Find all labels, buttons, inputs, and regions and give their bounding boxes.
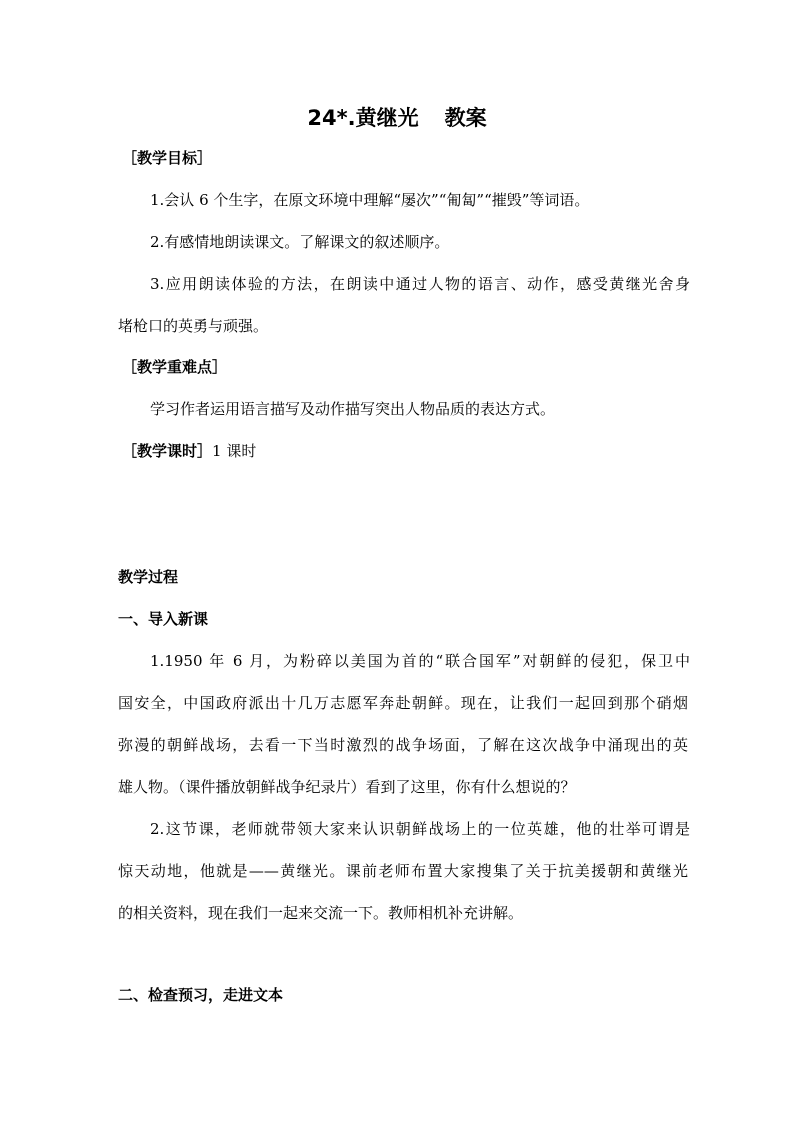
objective-item-3-continued: 堵枪口的英勇与顽强。 — [118, 317, 269, 335]
section1-para1-line3: 弥漫的朝鲜战场，去看一下当时激烈的战争场面，了解在这次战争中涌现出的英 — [118, 736, 688, 754]
objective-item-1: 1.会认 6 个生字，在原文环境中理解“屡次”“匍匐”“摧毁”等词语。 — [150, 191, 590, 209]
objective-item-2: 2.有感情地朗读课文。了解课文的叙述顺序。 — [150, 233, 450, 251]
page-title — [0, 104, 794, 132]
section1-para1-line4: 雄人物。（课件播放朝鲜战争纪录片）看到了这里，你有什么想说的？ — [118, 778, 576, 796]
section1-para2-line3: 的相关资料，现在我们一起来交流一下。教师相机补充讲解。 — [118, 904, 524, 922]
section1-para1-line2: 国安全，中国政府派出十几万志愿军奔赴朝鲜。现在，让我们一起回到那个硝烟 — [118, 694, 688, 712]
section2-heading: 二、检查预习，走进文本 — [118, 986, 284, 1004]
key-points-heading: ［教学重难点］ — [122, 358, 228, 376]
title-number: 24*. — [307, 106, 356, 130]
section1-para2-line2: 惊天动地，他就是——黄继光。课前老师布置大家搜集了关于抗美援朝和黄继光 — [118, 862, 688, 880]
section1-heading: 一、导入新课 — [118, 610, 209, 628]
objectives-heading: ［教学目标］ — [122, 149, 213, 167]
section1-para2-line1: 2.这节课，老师就带领大家来认识朝鲜战场上的一位英雄，他的壮举可谓是 — [150, 820, 690, 838]
class-hours — [122, 441, 692, 461]
title-name: 黄继光 — [355, 106, 419, 130]
objective-item-3: 3.应用朗读体验的方法，在朗读中通过人物的语言、动作，感受黄继光舍身 — [150, 275, 690, 293]
class-hours-value: 1 课时 — [212, 442, 257, 460]
title-suffix: 教案 — [444, 106, 487, 130]
key-points-text: 学习作者运用语言描写及动作描写突出人物品质的表达方式。 — [150, 400, 556, 418]
section1-para1-line1: 1.1950 年 6 月，为粉碎以美国为首的“联合国军”对朝鲜的侵犯，保卫中 — [150, 652, 690, 670]
class-hours-heading: ［教学课时］ — [122, 442, 213, 460]
process-heading: 教学过程 — [118, 568, 179, 586]
